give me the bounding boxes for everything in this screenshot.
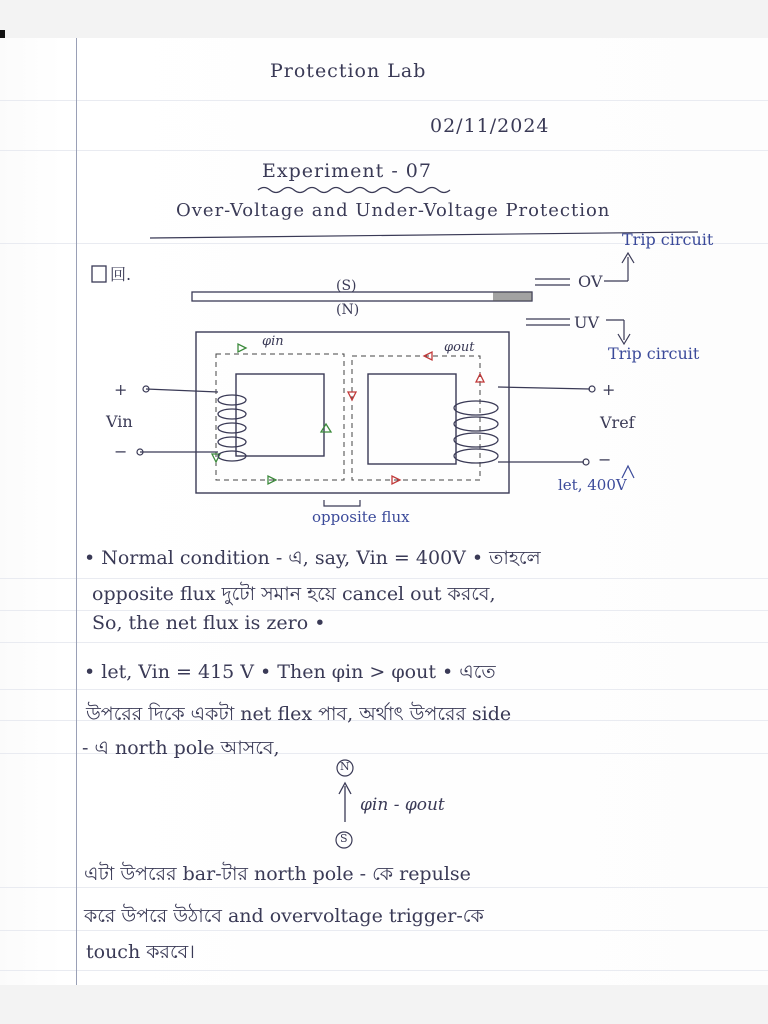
phi-in-label: φin bbox=[262, 334, 284, 349]
page-title: Protection Lab bbox=[270, 60, 427, 82]
note-line: • let, Vin = 415 V • Then φin > φout • এতে bbox=[84, 661, 496, 683]
opposite-flux-label: opposite flux bbox=[312, 508, 410, 526]
vin-minus: − bbox=[114, 442, 128, 461]
phi-out-label: φout bbox=[444, 340, 475, 355]
vref-value: let, 400V bbox=[558, 476, 627, 494]
experiment-name: Over-Voltage and Under-Voltage Protection bbox=[176, 200, 611, 221]
experiment-number: Experiment - 07 bbox=[262, 160, 432, 182]
south-pole-label: S bbox=[340, 832, 348, 845]
note-line: • Normal condition - এ, say, Vin = 400V • তাহলে bbox=[84, 547, 541, 569]
vin-plus: + bbox=[114, 380, 128, 399]
resultant-flux-label: φin - φout bbox=[360, 795, 445, 815]
north-pole-label: N bbox=[340, 760, 350, 773]
ov-label: OV bbox=[578, 272, 603, 291]
vref-minus: − bbox=[598, 450, 612, 469]
vin-label: Vin bbox=[106, 412, 133, 431]
pole-label-s: (S) bbox=[336, 278, 357, 294]
vref-plus: + bbox=[602, 380, 616, 399]
note-line: উপরের দিকে একটা net flex পাব, অর্থাৎ উপরের side bbox=[86, 703, 512, 725]
uv-label: UV bbox=[574, 313, 600, 332]
note-line: করে উপরে উঠাবে and overvoltage trigger-কে bbox=[84, 905, 484, 927]
section-bullet: 回. bbox=[110, 265, 132, 284]
note-line: touch করবে। bbox=[86, 941, 195, 963]
trip-circuit-top: Trip circuit bbox=[622, 230, 714, 249]
date: 02/11/2024 bbox=[430, 115, 550, 137]
trip-circuit-bottom: Trip circuit bbox=[608, 344, 700, 363]
vref-label: Vref bbox=[600, 413, 635, 432]
note-line: opposite flux দুটো সমান হয়ে cancel out করবে, bbox=[92, 583, 496, 605]
note-line: So, the net flux is zero • bbox=[92, 612, 326, 634]
note-line: - এ north pole আসবে, bbox=[82, 737, 280, 759]
note-line: এটা উপরের bar-টার north pole - কে repulse bbox=[84, 863, 471, 885]
pole-label-n: (N) bbox=[336, 302, 360, 318]
